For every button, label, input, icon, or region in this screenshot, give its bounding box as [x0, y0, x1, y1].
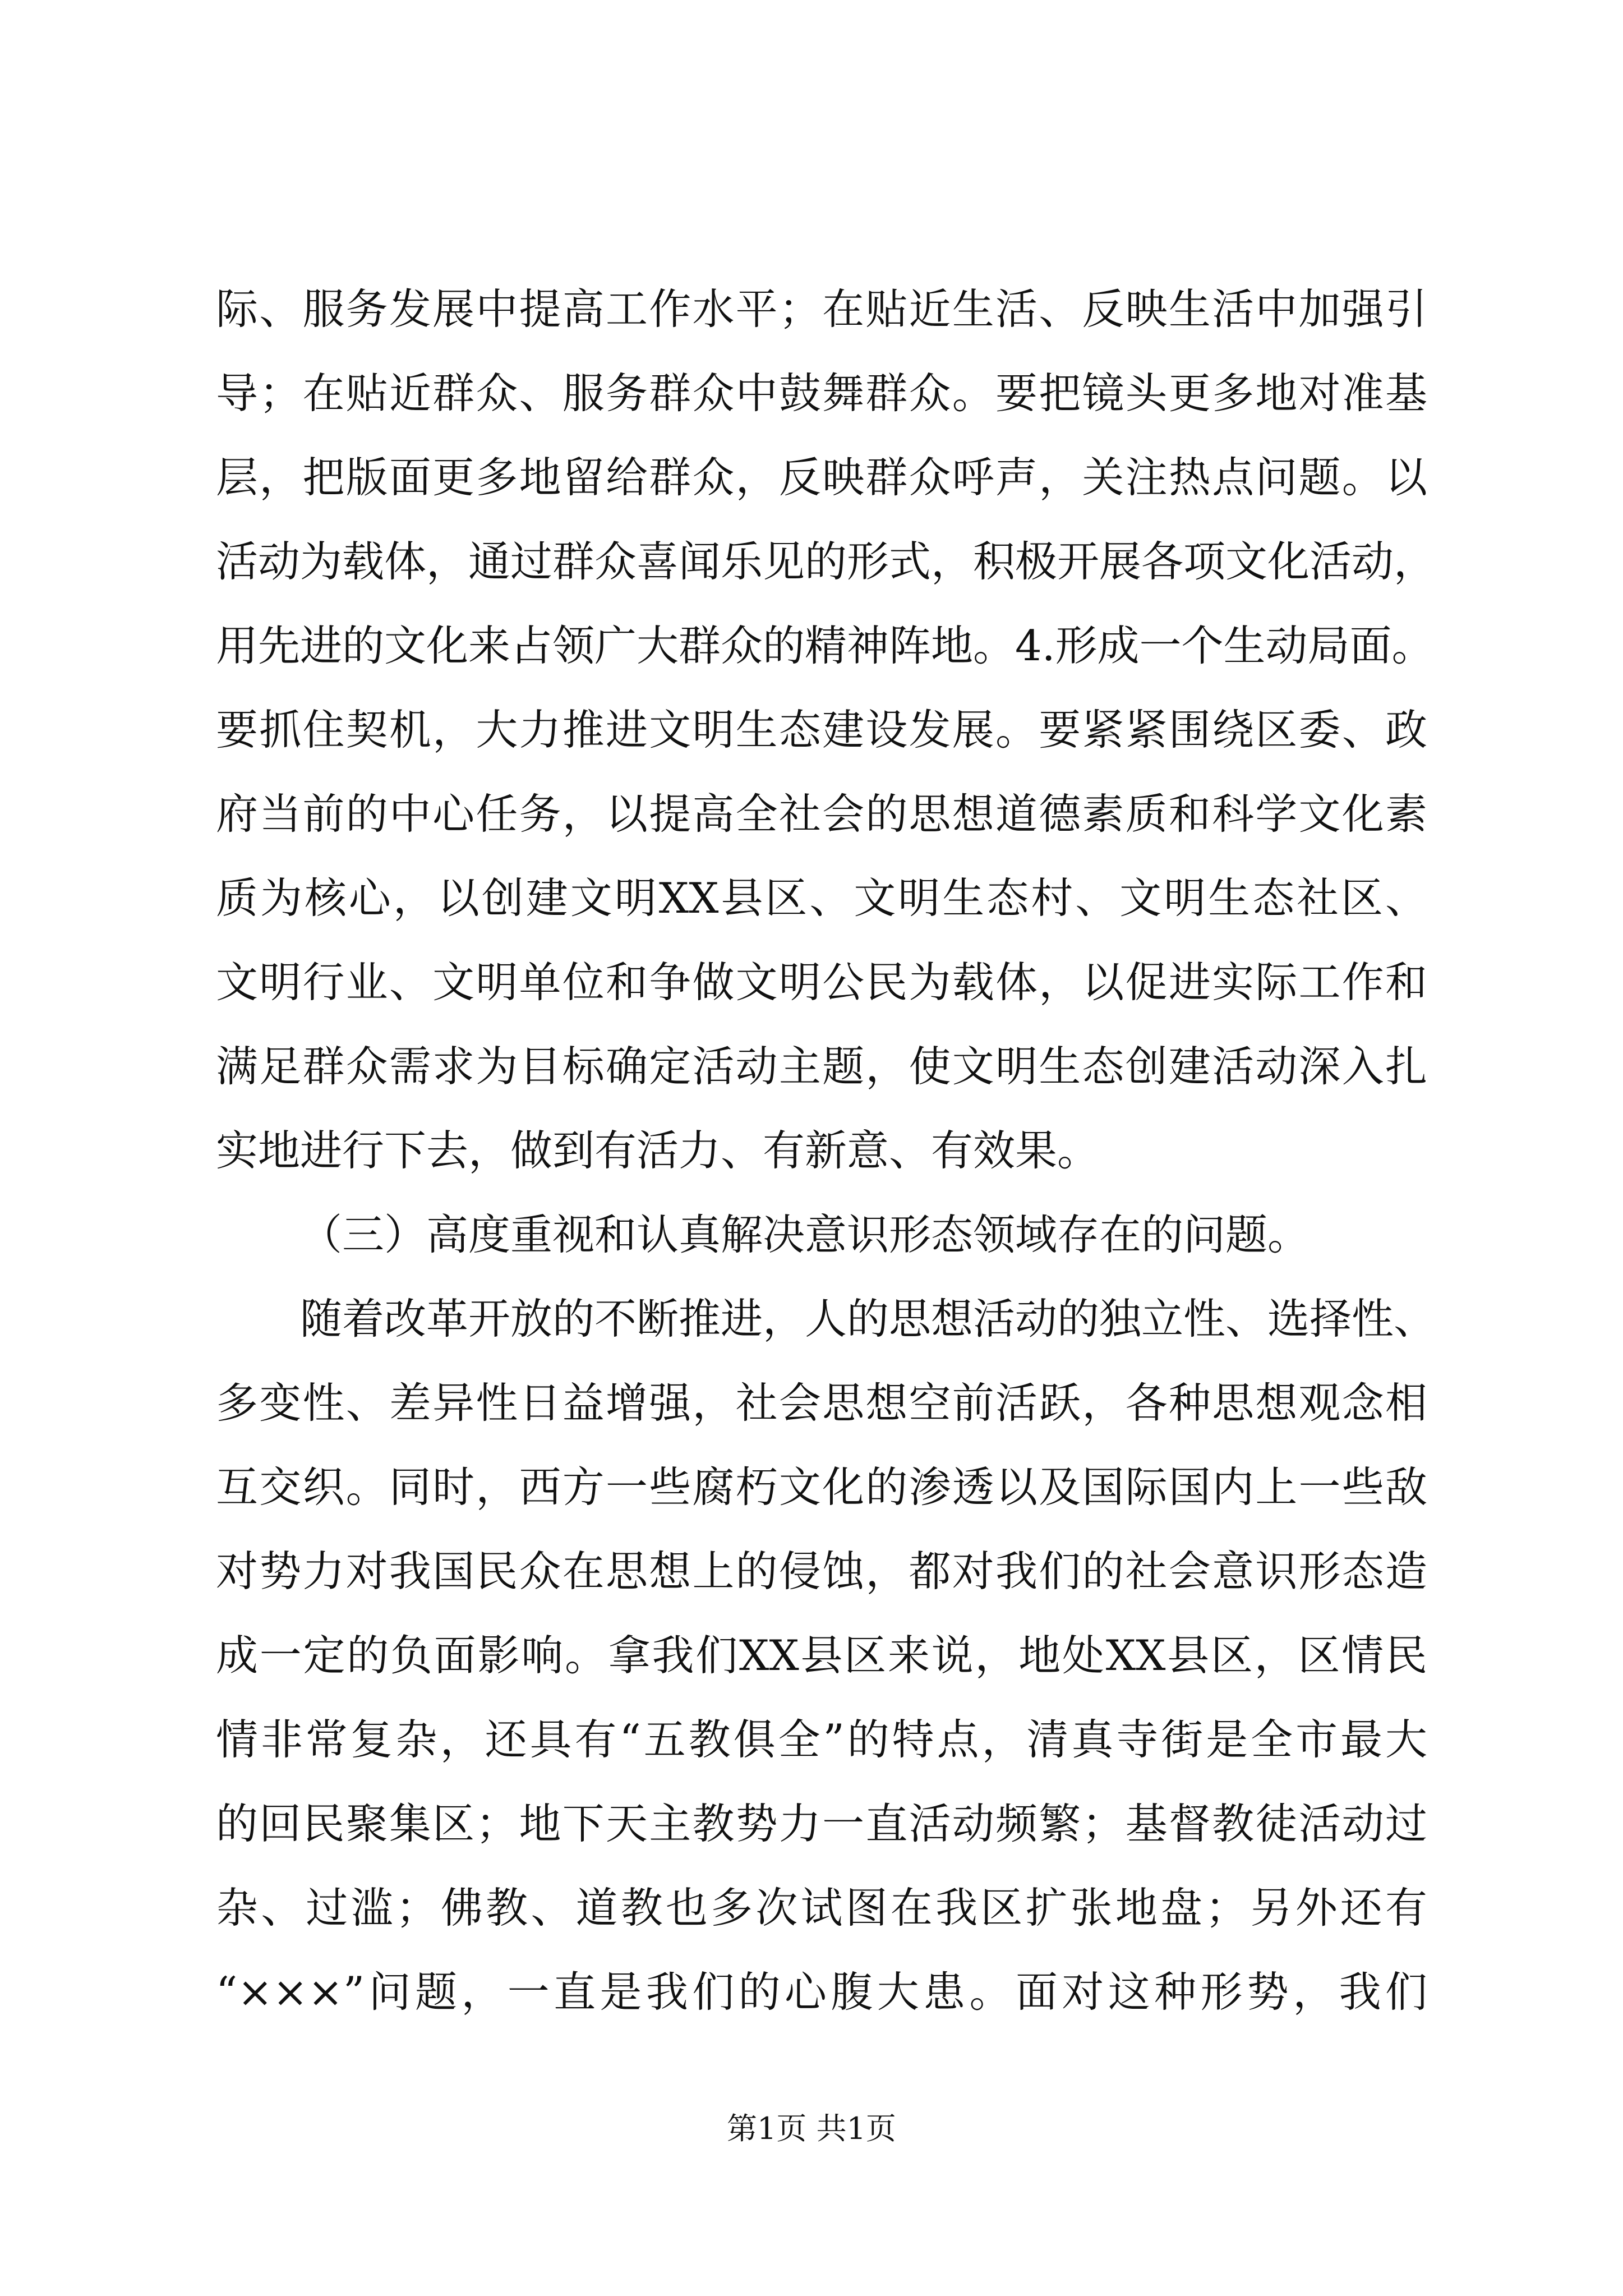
text-line: 满足群众需求为目标确定活动主题，使文明生态创建活动深入扎 [216, 1042, 1427, 1091]
text-line: 活动为载体，通过群众喜闻乐见的形式，积极开展各项文化活动， [216, 537, 1436, 586]
text-line: 多变性、差异性日益增强，社会思想空前活跃，各种思想观念相 [216, 1378, 1427, 1428]
text-line-paragraph-end: 实地进行下去，做到有活力、有新意、有效果。 [216, 1126, 1100, 1175]
text-line: 际、服务发展中提高工作水平；在贴近生活、反映生活中加强引 [216, 284, 1427, 334]
text-line: 文明行业、文明单位和争做文明公民为载体，以促进实际工作和 [216, 958, 1427, 1007]
text-line: 府当前的中心任务，以提高全社会的思想道德素质和科学文化素 [216, 789, 1427, 839]
text-line: 用先进的文化来占领广大群众的精神阵地。4.形成一个生动局面。 [216, 621, 1434, 670]
text-line-paragraph-start: 随着改革开放的不断推进，人的思想活动的独立性、选择性、 [300, 1294, 1436, 1343]
text-line: 要抓住契机，大力推进文明生态建设发展。要紧紧围绕区委、政 [216, 705, 1427, 754]
text-line: 杂、过滥；佛教、道教也多次试图在我区扩张地盘；另外还有 [216, 1883, 1427, 1932]
text-line: 层，把版面更多地留给群众，反映群众呼声，关注热点问题。以 [216, 453, 1427, 502]
text-line: 质为核心，以创建文明XX县区、文明生态村、文明生态社区、 [216, 873, 1427, 923]
text-line: 的回民聚集区；地下天主教势力一直活动频繁；基督教徒活动过 [216, 1799, 1427, 1848]
page-number-footer: 第1页 共1页 [727, 2111, 896, 2146]
text-line: 对势力对我国民众在思想上的侵蚀，都对我们的社会意识形态造 [216, 1547, 1427, 1596]
text-line: 导；在贴近群众、服务群众中鼓舞群众。要把镜头更多地对准基 [216, 369, 1427, 418]
text-line: 情非常复杂，还具有“五教俱全”的特点，清真寺街是全市最大 [216, 1715, 1427, 1764]
body-text [216, 267, 1436, 2034]
text-line: 成一定的负面影响。拿我们XX县区来说，地处XX县区，区情民 [216, 1631, 1427, 1680]
text-line: 互交织。同时，西方一些腐朽文化的渗透以及国际国内上一些敌 [216, 1462, 1427, 1512]
text-line: “×××”问题，一直是我们的心腹大患。面对这种形势，我们 [216, 1967, 1427, 2017]
section-heading: （三）高度重视和认真解决意识形态领域存在的问题。 [300, 1210, 1310, 1259]
